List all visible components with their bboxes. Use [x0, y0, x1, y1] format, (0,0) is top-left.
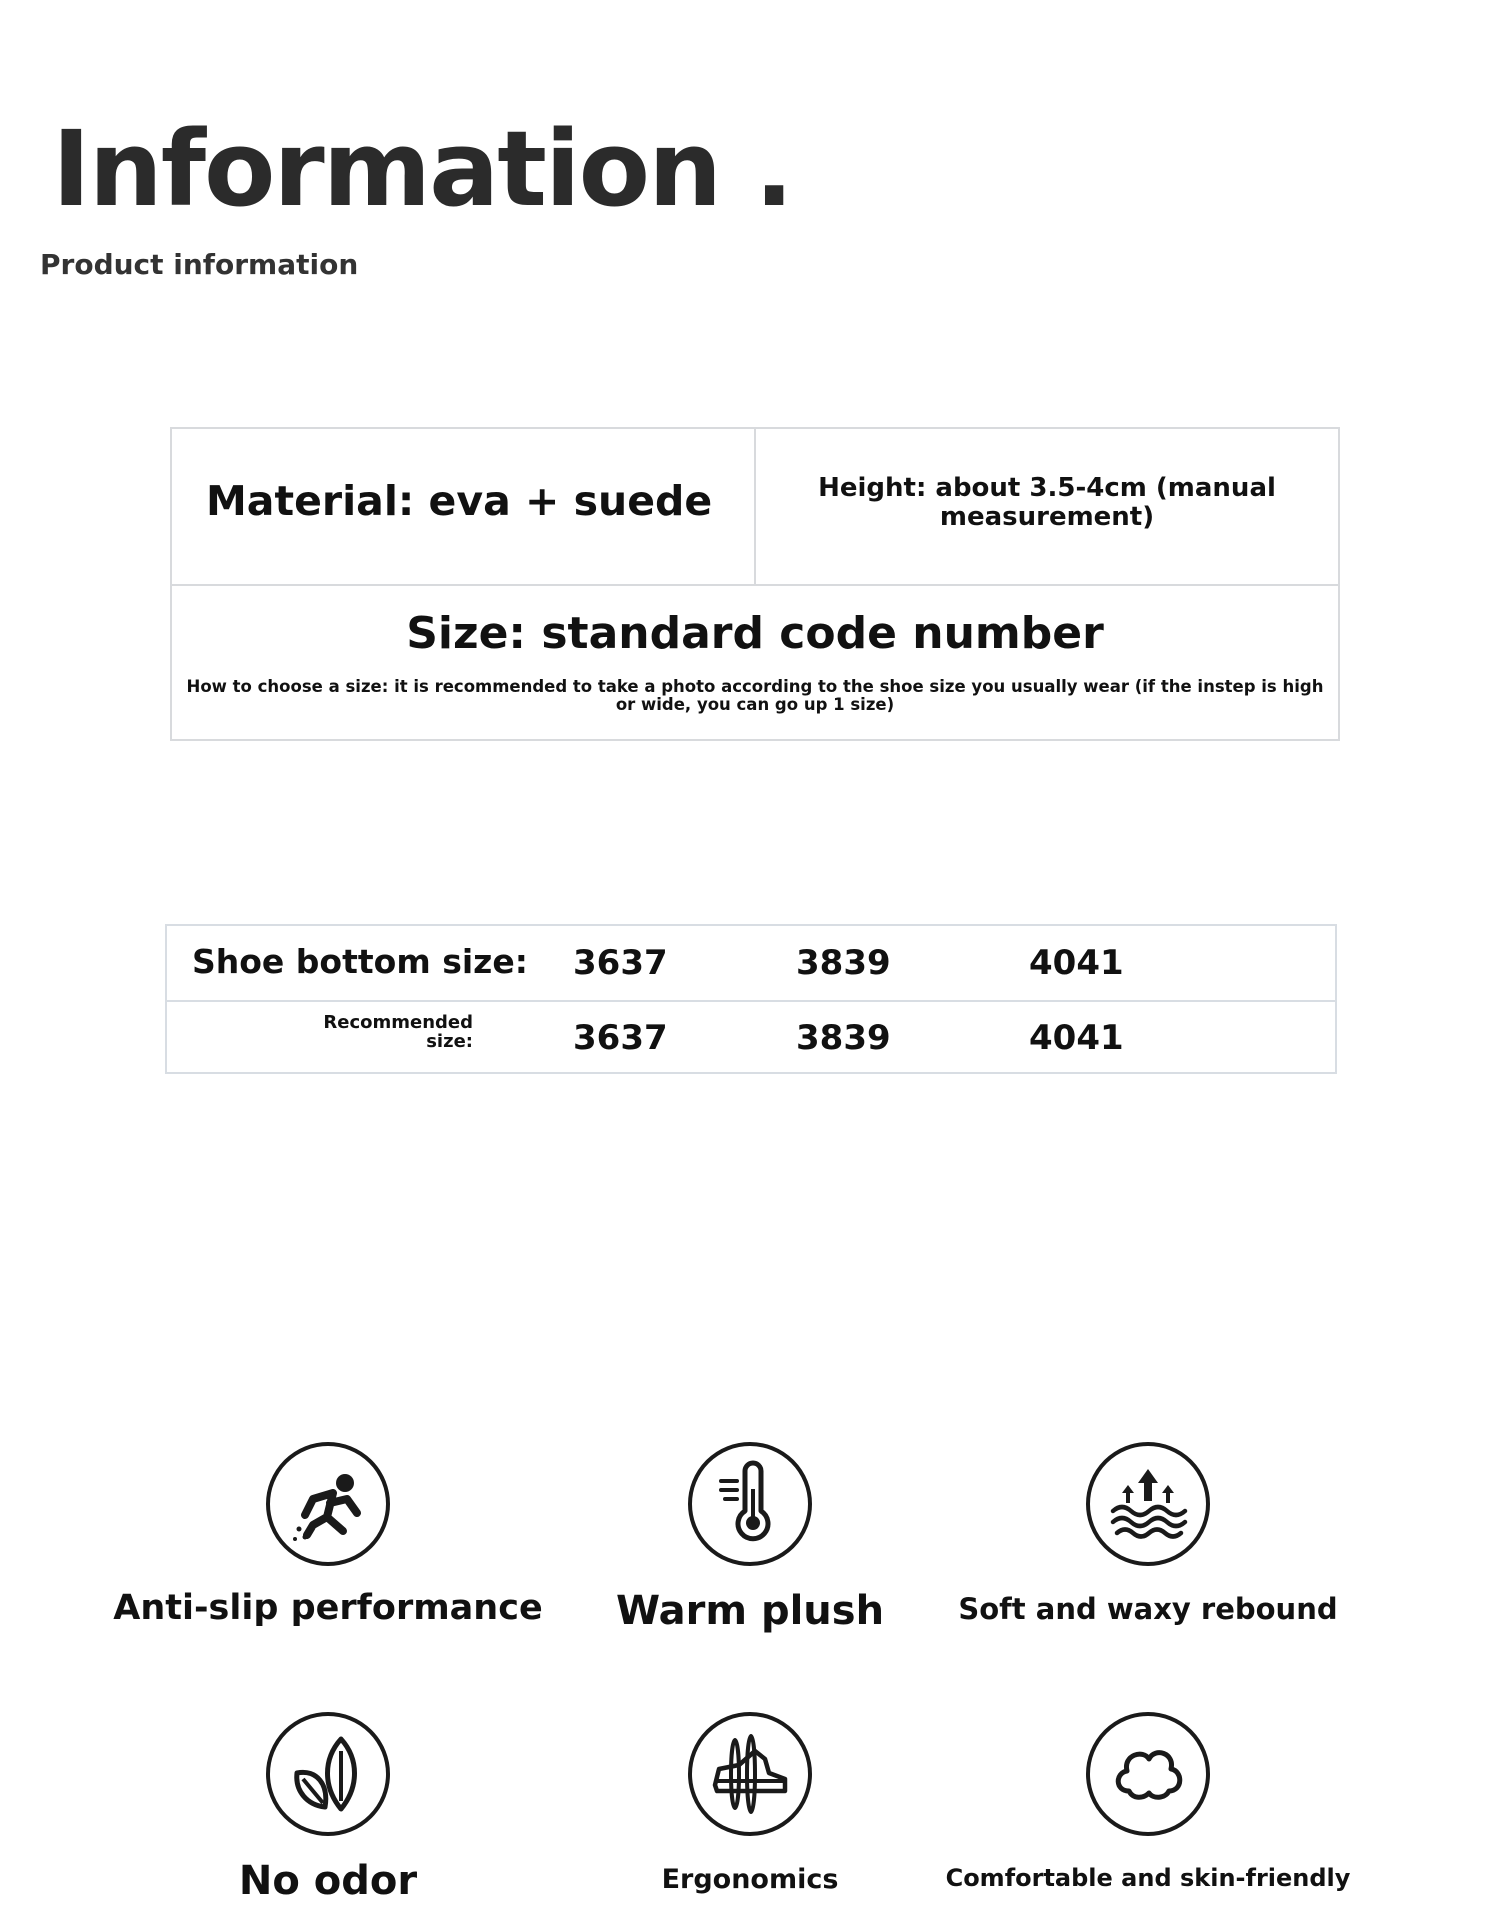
size-note: How to choose a size: it is recommended to take a photo according to the shoe size you usually wear (if the instep is high or wide, you can go up 1 size)	[186, 677, 1324, 714]
size-value: 3839	[796, 1018, 891, 1058]
thermometer-icon	[688, 1442, 812, 1566]
info-table	[170, 427, 1340, 741]
rebound-waves-icon	[1086, 1442, 1210, 1566]
recommended-size-label: Recommended size:	[323, 1012, 473, 1052]
table-row	[167, 1001, 1335, 1075]
shoe-icon	[688, 1712, 812, 1836]
slip-person-icon	[266, 1442, 390, 1566]
size-value: 4041	[1029, 943, 1124, 983]
info-row-size	[172, 584, 1338, 739]
feature-label: Anti-slip performance	[113, 1588, 543, 1628]
size-value: 4041	[1029, 1018, 1124, 1058]
material-text: Material: eva + suede	[206, 477, 713, 525]
table-row	[167, 926, 1335, 1002]
feature-label: Warm plush	[615, 1588, 885, 1634]
feature-label: Ergonomics	[661, 1864, 839, 1895]
feature-label: No odor	[238, 1858, 418, 1904]
size-value: 3839	[796, 943, 891, 983]
height-text: Height: about 3.5-4cm (manual measurement)	[818, 473, 1276, 532]
size-value: 3637	[573, 943, 668, 983]
cloud-icon	[1086, 1712, 1210, 1836]
size-table	[165, 924, 1337, 1074]
info-row-material-height	[172, 429, 1338, 586]
info-cell-material	[172, 429, 756, 584]
size-value: 3637	[573, 1018, 668, 1058]
page-subtitle: Product information	[40, 248, 359, 281]
feature-label: Soft and waxy rebound	[958, 1592, 1338, 1626]
page-title: Information .	[52, 108, 792, 230]
leaves-icon	[266, 1712, 390, 1836]
shoe-bottom-size-label: Shoe bottom size:	[192, 942, 528, 981]
size-title: Size: standard code number	[406, 608, 1104, 659]
feature-label: Comfortable and skin-friendly	[945, 1864, 1351, 1892]
